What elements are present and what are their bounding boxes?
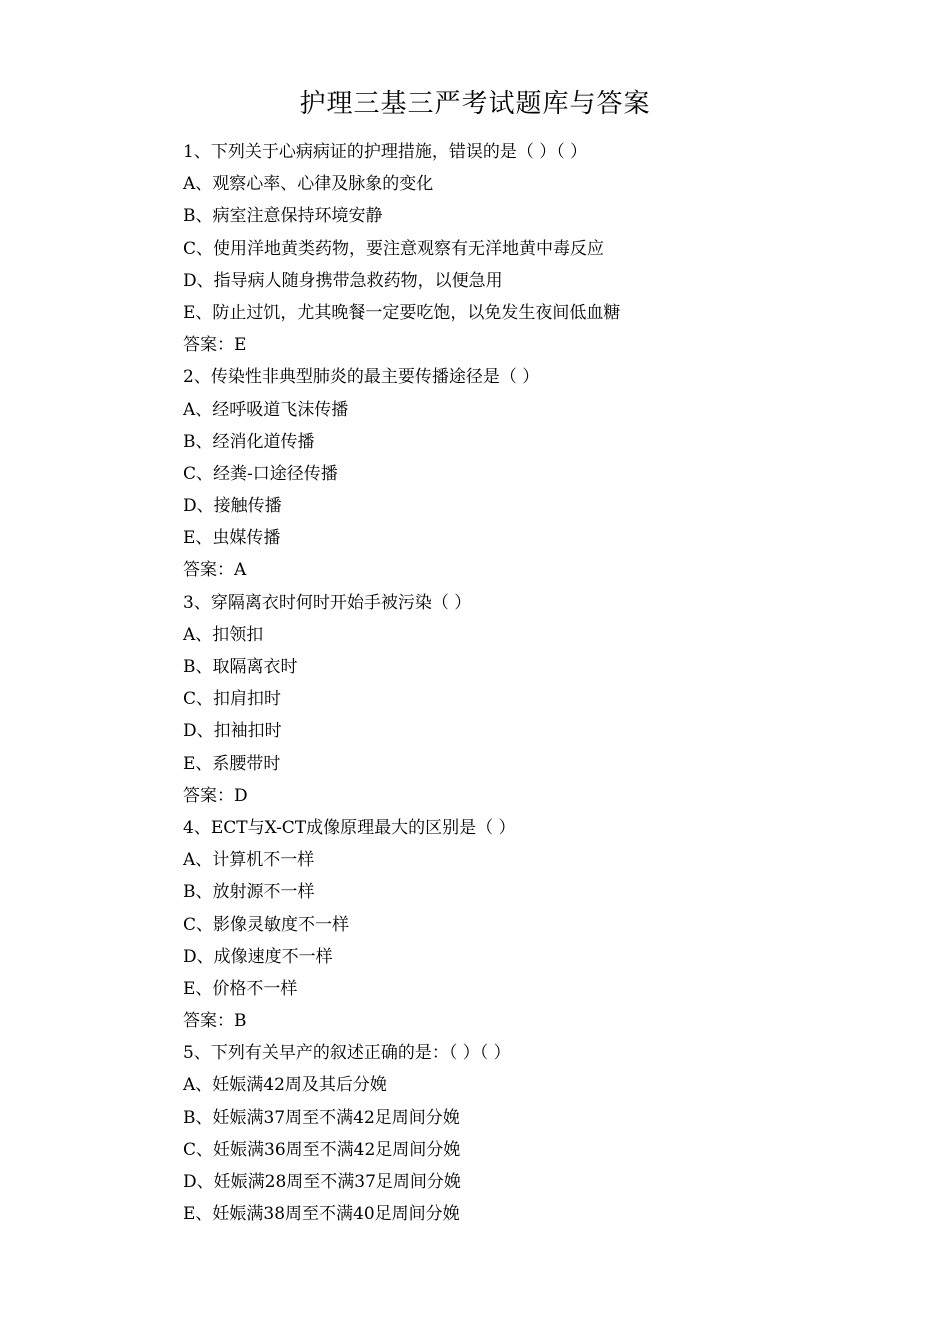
option-c: C、使用洋地黄类药物，要注意观察有无洋地黄中毒反应 (183, 238, 605, 259)
option-d: D、指导病人随身携带急救药物，以便急用 (183, 270, 503, 291)
option-e: E、系腰带时 (183, 753, 281, 774)
option-e: E、妊娠满38周至不满40足周间分娩 (183, 1204, 460, 1225)
question-block-5 (183, 1037, 883, 1230)
option-c: C、妊娠满36周至不满42足周间分娩 (183, 1139, 461, 1160)
option-d: D、扣袖扣时 (183, 721, 282, 742)
option-e: E、价格不一样 (183, 978, 298, 999)
question-block-4 (183, 812, 883, 1037)
option-d: D、成像速度不一样 (183, 946, 333, 967)
question-stem: 4、ECT与X-CT成像原理最大的区别是（ ） (183, 817, 516, 838)
option-a: A、观察心率、心律及脉象的变化 (183, 174, 434, 195)
option-c: C、扣肩扣时 (183, 689, 282, 710)
answer-line: 答案：A (183, 560, 247, 581)
answer-line: 答案：E (183, 335, 247, 356)
question-list (183, 136, 883, 1230)
option-b: B、取隔离衣时 (183, 657, 298, 677)
question-stem: 5、下列有关早产的叙述正确的是：（ ）（ ） (183, 1043, 511, 1064)
option-c: C、经粪-口途径传播 (183, 463, 338, 484)
option-a: A、计算机不一样 (183, 850, 315, 871)
option-c: C、影像灵敏度不一样 (183, 914, 350, 935)
option-b: B、经消化道传播 (183, 431, 315, 452)
question-block-3 (183, 587, 883, 812)
option-a: A、妊娠满42周及其后分娩 (183, 1075, 387, 1096)
option-a: A、扣领扣 (183, 624, 264, 645)
question-block-1 (183, 136, 883, 361)
question-block-2 (183, 361, 883, 586)
option-b: B、妊娠满37周至不满42足周间分娩 (183, 1107, 460, 1128)
answer-line: 答案：B (183, 1011, 247, 1032)
option-d: D、接触传播 (183, 496, 282, 517)
option-b: B、放射源不一样 (183, 882, 315, 903)
option-d: D、妊娠满28周至不满37足周间分娩 (183, 1172, 461, 1192)
option-e: E、虫媒传播 (183, 528, 281, 549)
question-stem: 1、下列关于心病病证的护理措施，错误的是（ ）（ ） (183, 142, 588, 162)
option-e: E、防止过饥，尤其晚餐一定要吃饱，以免发生夜间低血糖 (183, 302, 621, 323)
question-stem: 2、传染性非典型肺炎的最主要传播途径是（ ） (183, 367, 540, 388)
answer-line: 答案：D (183, 785, 248, 806)
question-stem: 3、穿隔离衣时何时开始手被污染（ ） (183, 592, 472, 613)
document-title: 护理三基三严考试题库与答案 (299, 89, 651, 119)
option-b: B、病室注意保持环境安静 (183, 206, 383, 227)
option-a: A、经呼吸道飞沫传播 (183, 399, 349, 420)
